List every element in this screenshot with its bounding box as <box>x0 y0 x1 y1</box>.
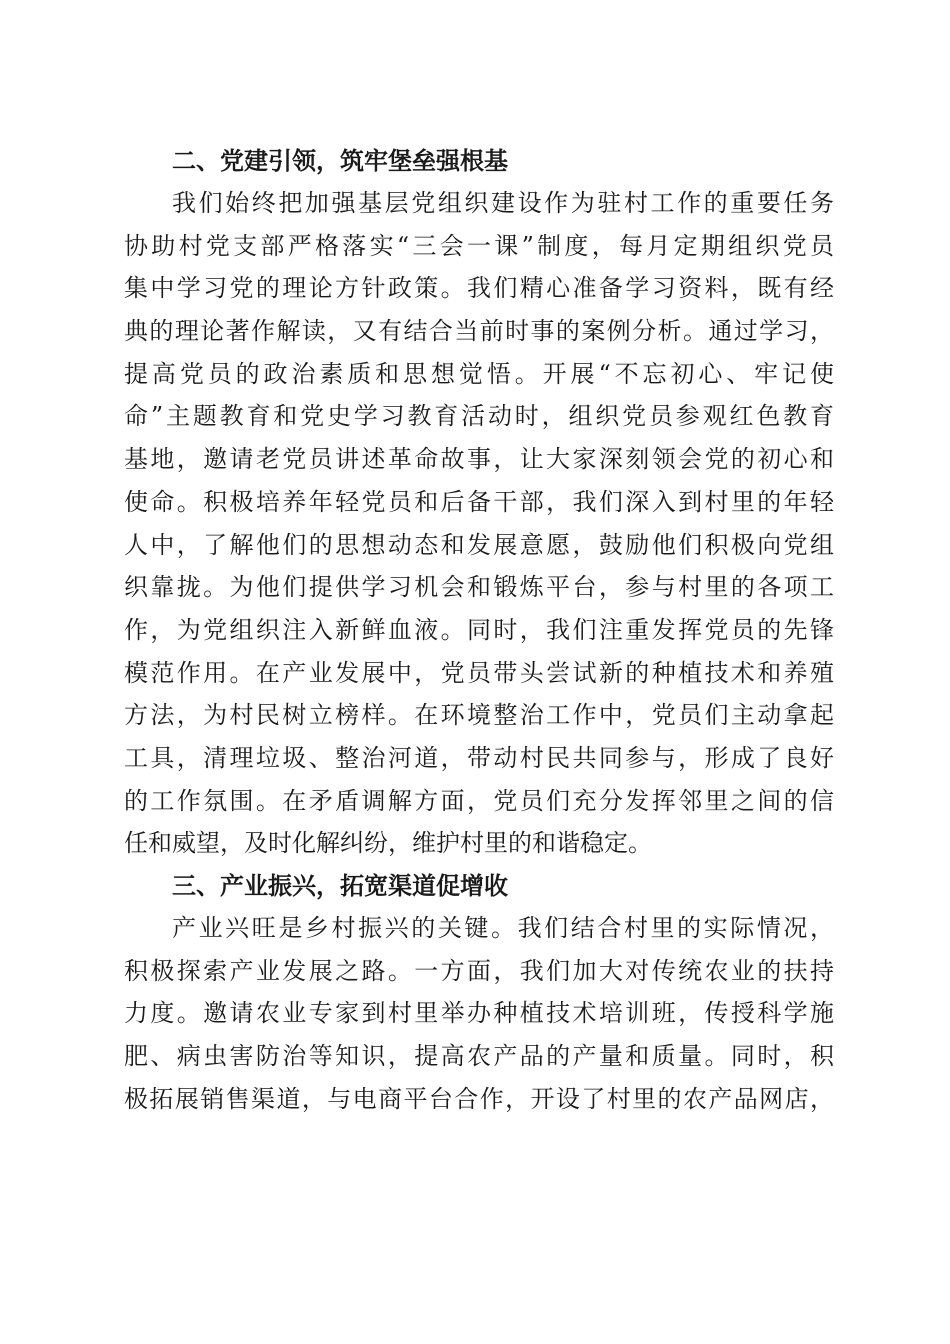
paragraph-line: 使命。积极培养年轻党员和后备干部，我们深入到村里的年轻 <box>124 487 834 516</box>
paragraph-line: 提高党员的政治素质和思想觉悟。开展“不忘初心、牢记使 <box>124 359 834 388</box>
paragraph-line: 产业兴旺是乡村振兴的关键。我们结合村里的实际情况， <box>172 914 834 942</box>
paragraph-line: 力度。邀请农业专家到村里举办种植技术培训班，传授科学施 <box>124 999 834 1028</box>
paragraph-line: 工具，清理垃圾、整治河道，带动村民共同参与，形成了良好 <box>124 743 834 772</box>
paragraph-line: 极拓展销售渠道，与电商平台合作，开设了村里的农产品网店， <box>124 1084 834 1113</box>
paragraph-line: 模范作用。在产业发展中，党员带头尝试新的种植技术和养殖 <box>124 658 834 687</box>
paragraph-line: 的工作氛围。在矛盾调解方面，党员们充分发挥邻里之间的信 <box>124 786 834 815</box>
paragraph-line: 方法，为村民树立榜样。在环境整治工作中，党员们主动拿起 <box>124 701 834 730</box>
paragraph-line: 人中，了解他们的思想动态和发展意愿，鼓励他们积极向党组 <box>124 530 834 559</box>
section-heading-industry: 三、产业振兴，拓宽渠道促增收 <box>172 872 508 900</box>
paragraph-industry <box>124 907 834 1120</box>
paragraph-line: 基地，邀请老党员讲述革命故事，让大家深刻领会党的初心和 <box>124 445 834 474</box>
paragraph-line: 集中学习党的理论方针政策。我们精心准备学习资料，既有经 <box>124 274 834 303</box>
paragraph-line: 作，为党组织注入新鲜血液。同时，我们注重发挥党员的先锋 <box>124 615 834 644</box>
paragraph-party-building <box>124 182 834 865</box>
paragraph-line: 命”主题教育和党史学习教育活动时，组织党员参观红色教育 <box>124 402 834 431</box>
document-body <box>124 140 834 1120</box>
section-heading-party-building: 二、党建引领，筑牢堡垒强根基 <box>172 147 508 175</box>
paragraph-line: 织靠拢。为他们提供学习机会和锻炼平台，参与村里的各项工 <box>124 573 834 602</box>
paragraph-line: 我们始终把加强基层党组织建设作为驻村工作的重要任务 <box>172 189 834 217</box>
paragraph-line: 协助村党支部严格落实“三会一课”制度，每月定期组织党员 <box>124 231 834 260</box>
paragraph-line: 积极探索产业发展之路。一方面，我们加大对传统农业的扶持 <box>124 956 834 985</box>
paragraph-line: 任和威望，及时化解纠纷，维护村里的和谐稳定。 <box>124 829 652 858</box>
paragraph-line: 典的理论著作解读，又有结合当前时事的案例分析。通过学习， <box>124 317 834 346</box>
paragraph-line: 肥、病虫害防治等知识，提高农产品的产量和质量。同时，积 <box>124 1042 834 1071</box>
